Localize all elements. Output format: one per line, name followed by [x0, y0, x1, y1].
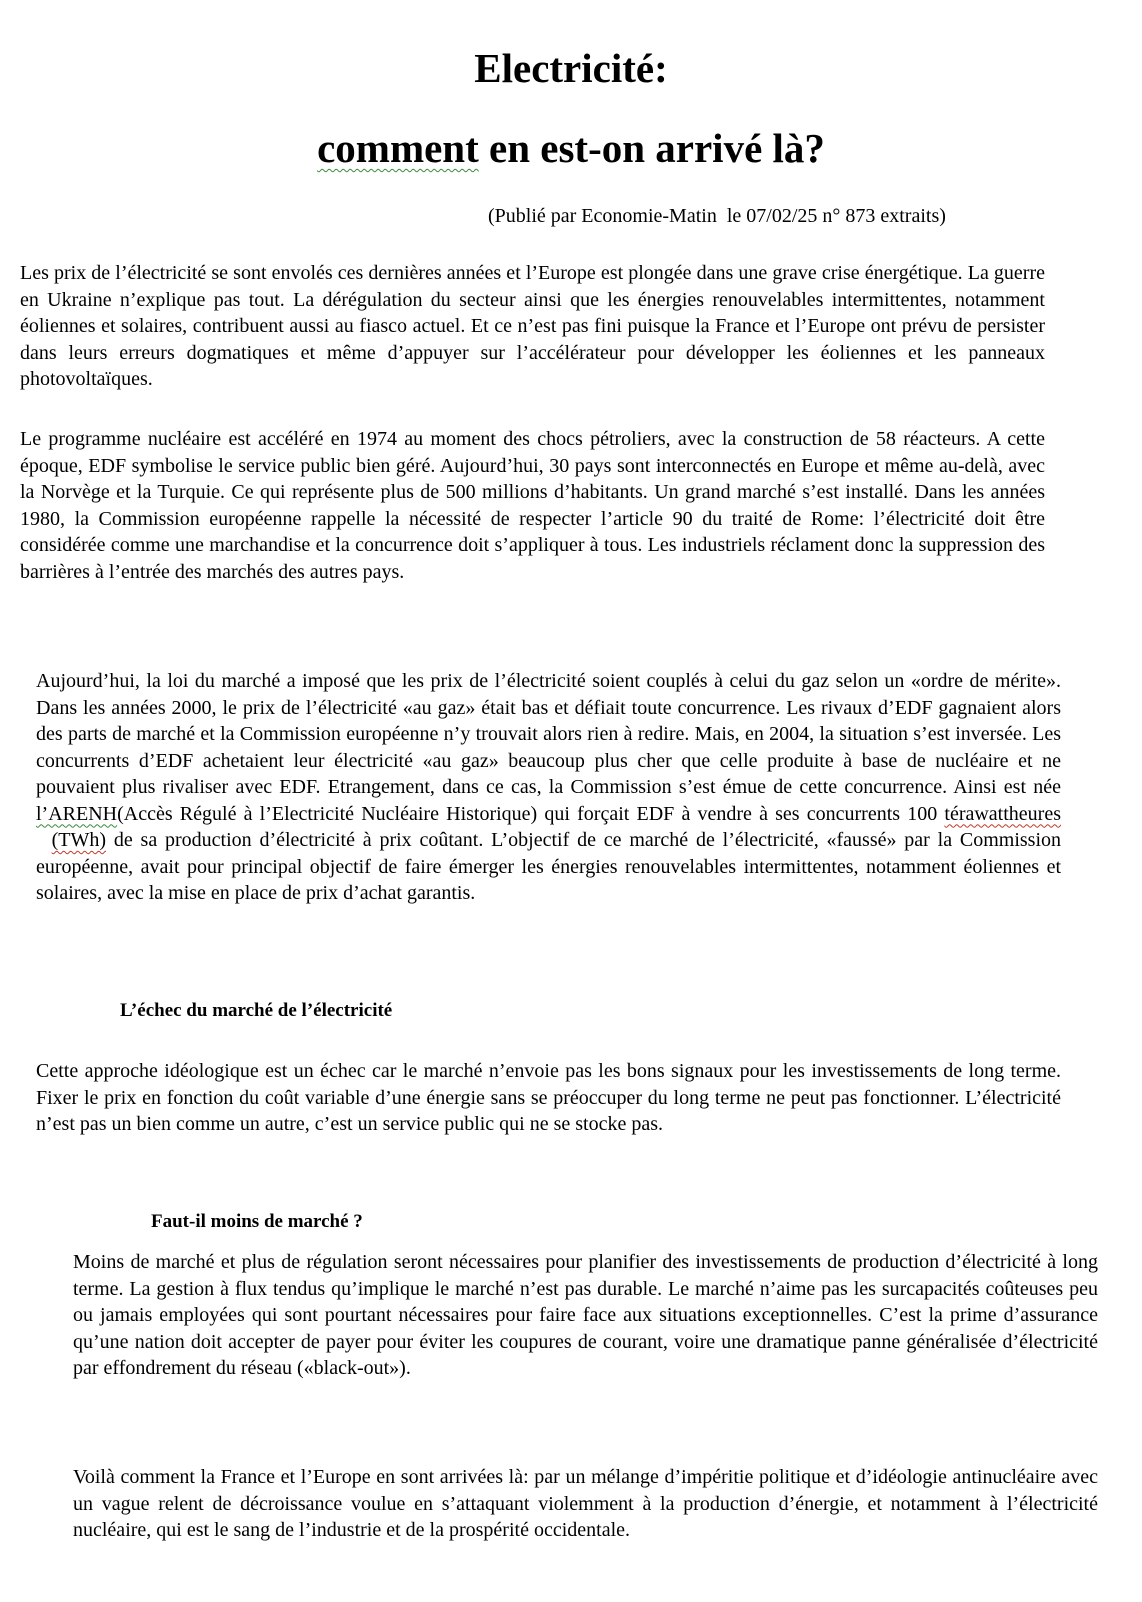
paragraph-intro: Les prix de l’électricité se sont envolés ces dernières années et l’Europe est plongée dans une grave crise énergétique. La guerre en Ukraine n’explique pas tout. La dérégulation du secteur ainsi que les énergies renouvelables intermittentes, notamment éoliennes et solaires, contribuent aussi au fiasco actuel. Et ce n’est pas fini puisque la France et l’Europe ont prévu de persister dans leurs erreurs dogmatiques et même d’appuyer sur l’accélérateur pour développer les éoliennes et les panneaux photovoltaïques. — [20, 262, 1045, 390]
spelling-flagged-terawattheures[interactable]: térawattheures — [944, 802, 1061, 825]
grammar-flagged-word[interactable]: comment — [317, 125, 479, 171]
paragraph-history: Le programme nucléaire est accéléré en 1974 au moment des chocs pétroliers, avec la construction de 58 réacteurs. A cette époque, EDF symbolise le service public bien géré. Aujourd’hui, 30 pays sont interconnectés en Europe et même au-delà, avec la Norvège et la Turquie. Ce qui représente plus de 500 millions d’habitants. Un grand marché s’est installé. Dans les années 1980, la Commission européenne rappelle la nécessité de respecter l’article 90 du traité de Rome: l’électricité doit être considérée comme une marchandise et la concurrence doit s’appliquer à tous. Les industriels réclament donc la suppression des barrières à l’entrée des marchés des autres pays. — [20, 428, 1045, 583]
document-title-line1: Electricité: — [474, 45, 668, 91]
paragraph-market — [36, 668, 1061, 907]
paragraph-market-text-1: Aujourd’hui, la loi du marché a imposé que les prix de l’électricité soient couplés à celui du gaz selon un «ordre de mérite». Dans les années 2000, le prix de l’électricité «au gaz» était bas et défiait toute concurrence. Les rivaux d’EDF gagnaient alors des parts de marché et la Commission européenne n’y trouvait alors rien à redire. Mais, en 2004, la situation s’est inversée. Les concurrents d’EDF achetaient leur électricité «au gaz» beaucoup plus cher que celle produite à base de nucléaire et ne pouvaient plus rivaliser avec EDF. Etrangement, dans ce cas, la Commission s’est émue de cette concurrence. Ainsi est née — [36, 670, 1061, 798]
paragraph-market-spacer — [36, 829, 52, 851]
spelling-flagged-twh[interactable]: (TWh) — [51, 829, 107, 851]
paragraph-echec: Cette approche idéologique est un échec car le marché n’envoie pas les bons signaux pour les investissements de long terme. Fixer le prix en fonction du coût variable d’une énergie sans se préoccuper du long terme ne peut pas fonctionner. L’électricité n’est pas un bien comme un autre, c’est un service public qui ne se stocke pas. — [36, 1060, 1061, 1135]
section-heading-echec: L’échec du marché de l’électricité — [120, 1000, 393, 1021]
paragraph-market-text-3: de sa production d’électricité à prix coûtant. L’objectif de ce marché de l’électricité, «faussé» par la Commission européenne, avait pour principal objectif de faire émerger les énergies renouvelables intermittentes, notamment éoliennes et solaires, avec la mise en place de prix d’achat garantis. — [36, 829, 1062, 904]
title-line2-text: en est-on arrivé là? — [478, 125, 825, 171]
paragraph-regulation: Moins de marché et plus de régulation seront nécessaires pour planifier des investissements de production d’électricité à long terme. La gestion à flux tendus qu’implique le marché n’est pas durable. Le marché n’aime pas les surcapacités coûteuses peu ou jamais employées qui sont pourtant nécessaires pour faire face aux situations exceptionnelles. C’est la prime d’assurance qu’une nation doit accepter de payer pour éviter les coupures de courant, voire une dramatique panne généralisée d’électricité par effondrement du réseau («black-out»). — [73, 1251, 1098, 1379]
paragraph-conclusion: Voilà comment la France et l’Europe en sont arrivées là: par un mélange d’impéritie politique et d’idéologie antinucléaire avec un vague relent de décroissance voulue en s’attaquant violemment à la production d’énergie, et notamment à l’électricité nucléaire, qui est le sang de l’industrie et de la prospérité occidentale. — [73, 1466, 1098, 1541]
section-heading-moins-de-marche: Faut-il moins de marché ? — [151, 1211, 363, 1232]
byline: (Publié par Economie-Matin le 07/02/25 n° 873 extraits) — [488, 205, 946, 227]
document-title-line2 — [0, 124, 1142, 172]
grammar-flagged-arenh[interactable]: l’ARENH — [36, 802, 118, 825]
paragraph-market-text-2: (Accès Régulé à l’Electricité Nucléaire Historique) qui forçait EDF à vendre à ses concurrents 100 — [117, 802, 945, 825]
